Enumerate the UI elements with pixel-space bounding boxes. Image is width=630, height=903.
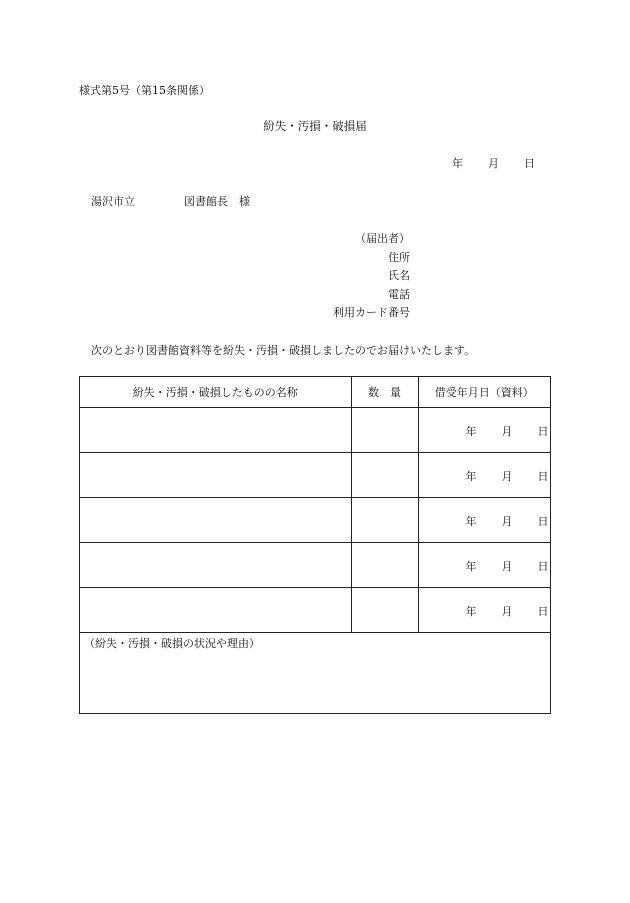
page-title: 紛失・汚損・破損届 (263, 119, 367, 133)
table-row (80, 453, 550, 498)
borrow-date-cell[interactable] (418, 498, 550, 543)
borrow-date-cell[interactable] (418, 543, 550, 588)
day-label: 日 (537, 560, 549, 573)
borrow-date-cell[interactable] (418, 453, 550, 498)
quantity-cell[interactable] (351, 453, 418, 498)
header-borrow-date: 借受年月日（資料） (418, 377, 550, 408)
year-label: 年 (465, 605, 477, 618)
item-name-cell[interactable] (80, 453, 351, 498)
item-name-cell[interactable] (80, 408, 351, 453)
table-row (80, 588, 550, 633)
submitter-card-number-label: 利用カード番号 (333, 306, 410, 319)
quantity-cell[interactable] (351, 408, 418, 453)
submitter-phone-label: 電話 (388, 287, 410, 301)
day-label: 日 (537, 605, 549, 618)
items-table (79, 376, 551, 714)
day-label: 日 (537, 470, 549, 483)
reason-section-label: （紛失・汚損・破損の状況や理由） (84, 637, 260, 650)
borrow-date-cell[interactable] (418, 588, 550, 633)
year-label: 年 (465, 425, 477, 438)
borrow-date-cell[interactable] (418, 408, 550, 453)
month-label: 月 (501, 515, 513, 528)
submitter-name-label: 氏名 (388, 269, 410, 282)
date-year-label: 年 (452, 157, 463, 170)
month-label: 月 (501, 425, 513, 438)
header-quantity: 数 量 (351, 377, 418, 408)
year-label: 年 (465, 470, 477, 483)
item-name-cell[interactable] (80, 498, 351, 543)
addressee-title: 図書館長 様 (184, 195, 250, 208)
table-row (80, 408, 550, 453)
year-label: 年 (465, 560, 477, 573)
submitter-block (300, 230, 410, 323)
table-row (80, 498, 550, 543)
table-row (80, 543, 550, 588)
quantity-cell[interactable] (351, 543, 418, 588)
quantity-cell[interactable] (351, 498, 418, 543)
statement-text: 次のとおり図書館資料等を紛失・汚損・破損しましたのでお届けいたします。 (91, 344, 476, 357)
quantity-cell[interactable] (351, 588, 418, 633)
date-month-label: 月 (488, 157, 499, 170)
item-name-cell[interactable] (80, 543, 351, 588)
year-label: 年 (465, 515, 477, 528)
date-day-label: 日 (524, 157, 535, 170)
month-label: 月 (501, 560, 513, 573)
day-label: 日 (537, 425, 549, 438)
form-number: 様式第5号（第15条関係） (79, 84, 210, 97)
table-header-row (80, 377, 550, 408)
item-name-cell[interactable] (80, 588, 351, 633)
addressee-city: 湯沢市立 (91, 195, 135, 208)
submitter-label: （届出者） (355, 232, 410, 245)
submitter-address-label: 住所 (388, 250, 410, 264)
month-label: 月 (501, 470, 513, 483)
header-item-name: 紛失・汚損・破損したものの名称 (80, 377, 351, 408)
day-label: 日 (537, 515, 549, 528)
month-label: 月 (501, 605, 513, 618)
